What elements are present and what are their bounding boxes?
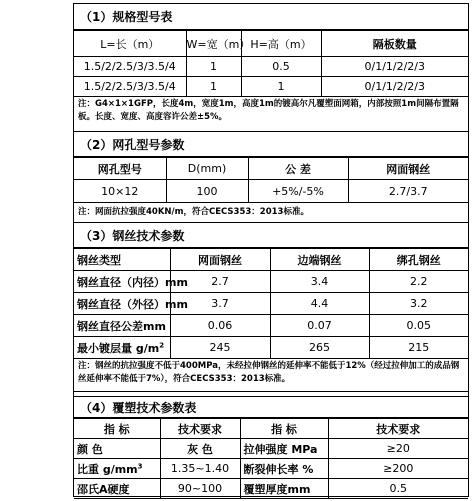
table-cell: 0.07 [270, 315, 369, 337]
table-cell: 0.06 [170, 315, 270, 337]
table-cell: 0/1/1/2/2/3 [321, 77, 468, 97]
row-label: 断裂伸长率 % [240, 459, 328, 479]
section2-title: （2）网孔型号参数 [74, 132, 468, 157]
header-cell: 技术要求 [328, 419, 468, 439]
table-cell: 3.4 [270, 271, 369, 293]
table-cell: 1.5/2/2.5/3/3.5/4 [74, 57, 186, 77]
row-label [74, 459, 160, 479]
table-cell: 1.5/2/2.5/3/3.5/4 [74, 77, 186, 97]
unit-superscript: 2 [159, 340, 165, 349]
table-cell: 1 [186, 77, 241, 97]
table-cell: 1.35~1.40 [160, 459, 240, 479]
table-cell: 1 [241, 77, 321, 97]
row-label: 颜 色 [74, 439, 160, 459]
header-cell: D(mm) [166, 158, 248, 180]
table-cell: 2.7 [170, 271, 270, 293]
header-cell: 公 差 [248, 158, 348, 180]
spec-table [74, 30, 468, 97]
row-label: 钢丝直径（内径）mm [74, 271, 170, 293]
header-cell: 技术要求 [160, 419, 240, 439]
row-label: 拉伸强度 MPa [240, 439, 328, 459]
header-cell: L=长（m） [74, 31, 186, 57]
section2-note [74, 202, 468, 223]
table-cell: 1 [186, 57, 241, 77]
header-cell: 指 标 [74, 419, 160, 439]
table-cell: 灰 色 [160, 439, 240, 459]
spec-sheet [73, 3, 469, 497]
section1-note: 注：G4×1×1GFP，长度4m，宽度1m，高度1m的镀高尔凡覆塑面网箱，内部按照1m间隔布置隔板。长度、宽度、高度容许公差±5%。 [74, 96, 468, 132]
label-text: 最小镀层量 g/m [77, 341, 160, 355]
header-cell: H=高（m） [241, 31, 321, 57]
header-cell: 网孔型号 [74, 158, 166, 180]
table-cell: 0.5 [241, 57, 321, 77]
header-cell: 网面钢丝 [348, 158, 468, 180]
table-cell: 0.05 [369, 315, 468, 337]
table-cell: ≥200 [328, 459, 468, 479]
label-text: 比重 g/mm [77, 462, 138, 476]
section3-note: 注：钢丝的抗拉强度不低于400MPa，未经拉伸钢丝的延伸率不能低于12%（经过拉伸加工的成品钢丝延伸率不能低于7%），符合CECS353：2013标准。 [74, 358, 468, 392]
header-cell: 指 标 [240, 419, 328, 439]
table-cell: 245 [170, 337, 270, 359]
table-cell: 4.4 [270, 293, 369, 315]
table-cell: 2.7/3.7 [348, 180, 468, 203]
coating-table [74, 418, 468, 499]
table-cell: 2.2 [369, 271, 468, 293]
table-cell: 0.5 [328, 479, 468, 499]
table-cell: 3.7 [170, 293, 270, 315]
section3-title: （3）钢丝技术参数 [74, 223, 468, 248]
table-cell: +5%/-5% [248, 180, 348, 203]
header-cell: 绑孔钢丝 [369, 249, 468, 271]
row-label: 覆塑厚度mm [240, 479, 328, 499]
row-label: 邵氏A硬度 [74, 479, 160, 499]
note-text: 注：网面抗拉强度40KN/m，符合CECS353：2013标准。 [78, 207, 309, 217]
table-cell: 100 [166, 180, 248, 203]
table-cell: 265 [270, 337, 369, 359]
row-label [74, 337, 170, 359]
header-cell: 边端钢丝 [270, 249, 369, 271]
row-label: 钢丝直径公差mm [74, 315, 170, 337]
section1-title: （1）规格型号表 [74, 4, 468, 30]
table-cell: 0/1/1/2/2/3 [321, 57, 468, 77]
mesh-table [74, 157, 468, 203]
header-cell: W=宽（m） [186, 31, 241, 57]
section4-title: （4）覆塑技术参数表 [74, 396, 468, 418]
table-cell: ≥20 [328, 439, 468, 459]
header-cell: 钢丝类型 [74, 249, 170, 271]
header-cell: 网面钢丝 [170, 249, 270, 271]
table-cell: 215 [369, 337, 468, 359]
table-cell: 90~100 [160, 479, 240, 499]
unit-superscript: 3 [137, 461, 143, 470]
table-cell: 10×12 [74, 180, 166, 203]
table-cell: 3.2 [369, 293, 468, 315]
wire-table [74, 248, 468, 359]
row-label: 钢丝直径（外径）mm [74, 293, 170, 315]
header-cell: 隔板数量 [321, 31, 468, 57]
